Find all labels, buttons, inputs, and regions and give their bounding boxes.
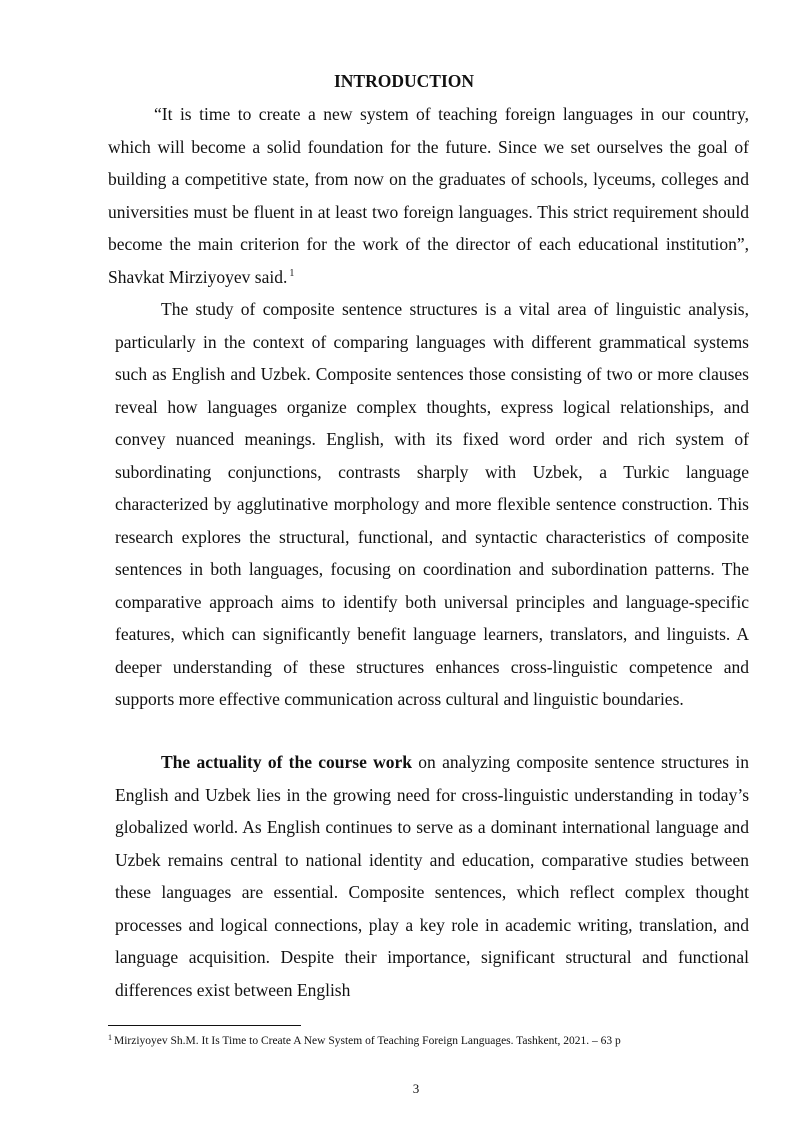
paragraph-actuality-text: on analyzing composite sentence structures in English and Uzbek lies in the growing need for cross-linguistic understanding in today’s globalized world. As English continues to serve as a dominant international language and Uzbek remains central to national identity and education, comparative studies between these languages are essential. Composite sentences, which reflect complex thought processes and logical connections, play a key role in academic writing, translation, and language acquisition. Despite their importance, significant structural and functional differences exist between English — [115, 752, 749, 1000]
section-title: INTRODUCTION — [333, 71, 475, 91]
footnote-reference[interactable]: 1 — [289, 267, 295, 279]
paragraph-study-text: The study of composite sentence structures is a vital area of linguistic analysis, particularly in the context of comparing languages with different grammatical systems such as English and Uzbek. Composite sentences those consisting of two or more clauses reveal how languages organize complex thoughts, express logical relationships, and convey nuanced meanings. English, with its fixed word order and rich system of subordinating conjunctions, contrasts sharply with Uzbek, a Turkic language characterized by agglutinative morphology and more flexible sentence construction. This research explores the structural, functional, and syntactic characteristics of composite sentences in both languages, focusing on coordination and subordination patterns. The comparative approach aims to identify both universal principles and language-specific features, which can significantly benefit language learners, translators, and linguists. A deeper understanding of these structures enhances cross-linguistic competence and supports more effective communication across cultural and linguistic boundaries. — [115, 299, 749, 709]
page-number: 3 — [412, 1081, 420, 1096]
footnote — [108, 1033, 768, 1049]
footnote-separator — [108, 1025, 301, 1026]
footnote-marker: 1 — [108, 1033, 112, 1042]
paragraph-actuality — [115, 746, 749, 1006]
paragraph-quote — [108, 98, 749, 293]
paragraph-quote-text: “It is time to create a new system of teaching foreign languages in our country, which will become a solid foundation for the future. Since we set ourselves the goal of building a competitive state, from now on the graduates of schools, lyceums, colleges and universities must be fluent in at least two foreign languages. This strict requirement should become the main criterion for the work of the director of each educational institution”, Shavkat Mirziyoyev said. — [108, 104, 749, 287]
paragraph-study — [115, 293, 749, 716]
paragraph-actuality-lead: The actuality of the course work — [161, 752, 413, 772]
footnote-text: Mirziyoyev Sh.M. It Is Time to Create A New System of Teaching Foreign Languages. Tashkent, 2021. – 63 p — [114, 1035, 621, 1047]
